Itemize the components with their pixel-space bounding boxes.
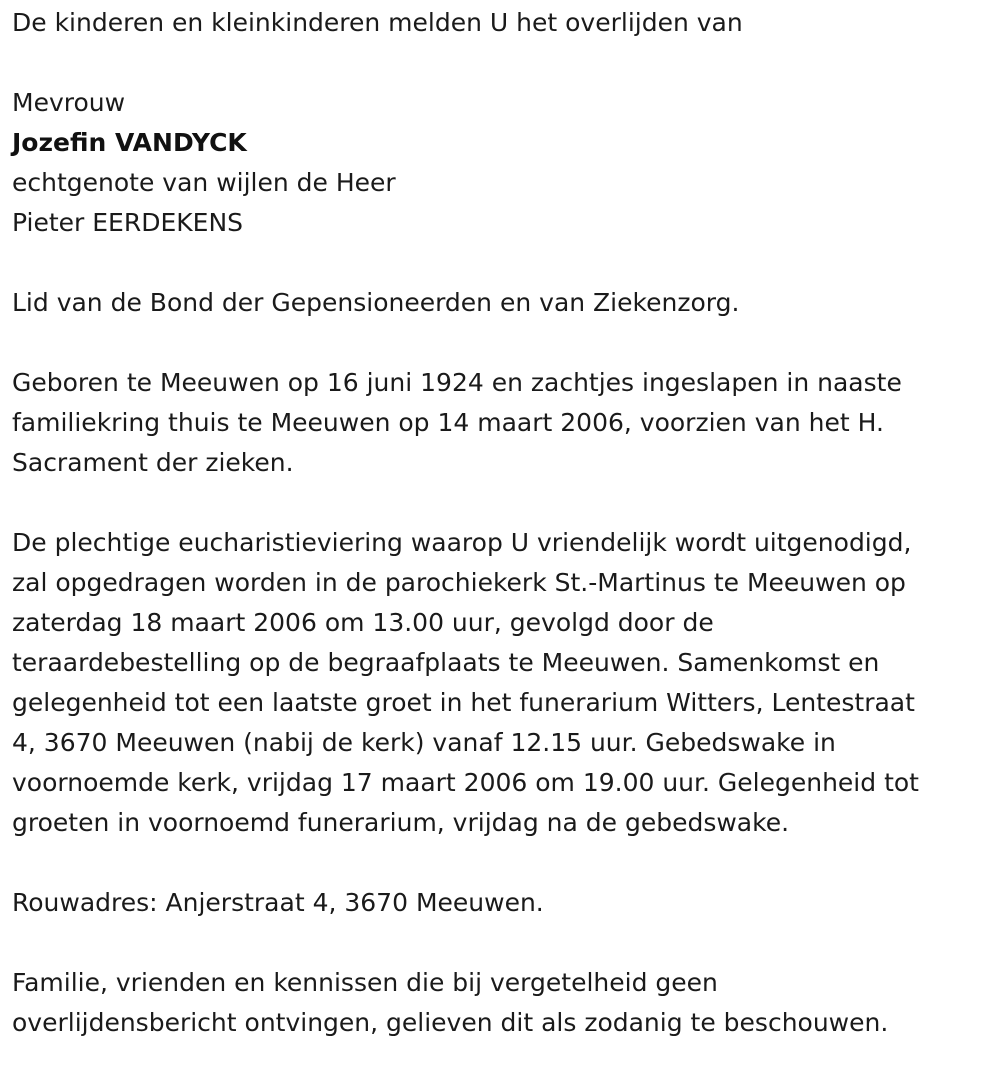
birth-death-paragraph xyxy=(12,363,992,483)
spacer xyxy=(12,43,992,83)
ceremony-paragraph xyxy=(12,523,992,843)
paragraph-line: Geboren te Meeuwen op 16 juni 1924 en zachtjes ingeslapen in naaste xyxy=(12,368,902,397)
paragraph-line: familiekring thuis te Meeuwen op 14 maart 2006, voorzien van het H. xyxy=(12,408,884,437)
paragraph-line: 4, 3670 Meeuwen (nabij de kerk) vanaf 12.15 uur. Gebedswake in xyxy=(12,728,836,757)
paragraph-line: Sacrament der zieken. xyxy=(12,448,294,477)
paragraph-line: gelegenheid tot een laatste groet in het funerarium Witters, Lentestraat xyxy=(12,688,915,717)
spouse-name: Pieter EERDEKENS xyxy=(12,208,244,237)
paragraph-line: De plechtige eucharistieviering waarop U vriendelijk wordt uitgenodigd, xyxy=(12,528,912,557)
honorific: Mevrouw xyxy=(12,88,126,117)
paragraph-line: groeten in voornoemd funerarium, vrijdag na de gebedswake. xyxy=(12,808,790,837)
spacer xyxy=(12,923,992,963)
membership-text: Lid van de Bond der Gepensioneerden en van Ziekenzorg. xyxy=(12,288,740,317)
spouse-relation: echtgenote van wijlen de Heer xyxy=(12,168,396,197)
spacer xyxy=(12,323,992,363)
spacer xyxy=(12,243,992,283)
intro-text: De kinderen en kleinkinderen melden U het overlijden van xyxy=(12,8,743,37)
spacer xyxy=(12,483,992,523)
deceased-name: Jozefin VANDYCK xyxy=(12,128,247,157)
paragraph-line: teraardebestelling op de begraafplaats te Meeuwen. Samenkomst en xyxy=(12,648,880,677)
paragraph-line: zaterdag 18 maart 2006 om 13.00 uur, gevolgd door de xyxy=(12,608,714,637)
paragraph-line: zal opgedragen worden in de parochiekerk St.-Martinus te Meeuwen op xyxy=(12,568,906,597)
mourning-address: Rouwadres: Anjerstraat 4, 3670 Meeuwen. xyxy=(12,888,544,917)
death-announcement xyxy=(12,3,992,1043)
closing-paragraph xyxy=(12,963,992,1043)
spacer xyxy=(12,843,992,883)
paragraph-line: Familie, vrienden en kennissen die bij vergetelheid geen xyxy=(12,968,718,997)
paragraph-line: overlijdensbericht ontvingen, gelieven dit als zodanig te beschouwen. xyxy=(12,1008,889,1037)
paragraph-line: voornoemde kerk, vrijdag 17 maart 2006 om 19.00 uur. Gelegenheid tot xyxy=(12,768,919,797)
